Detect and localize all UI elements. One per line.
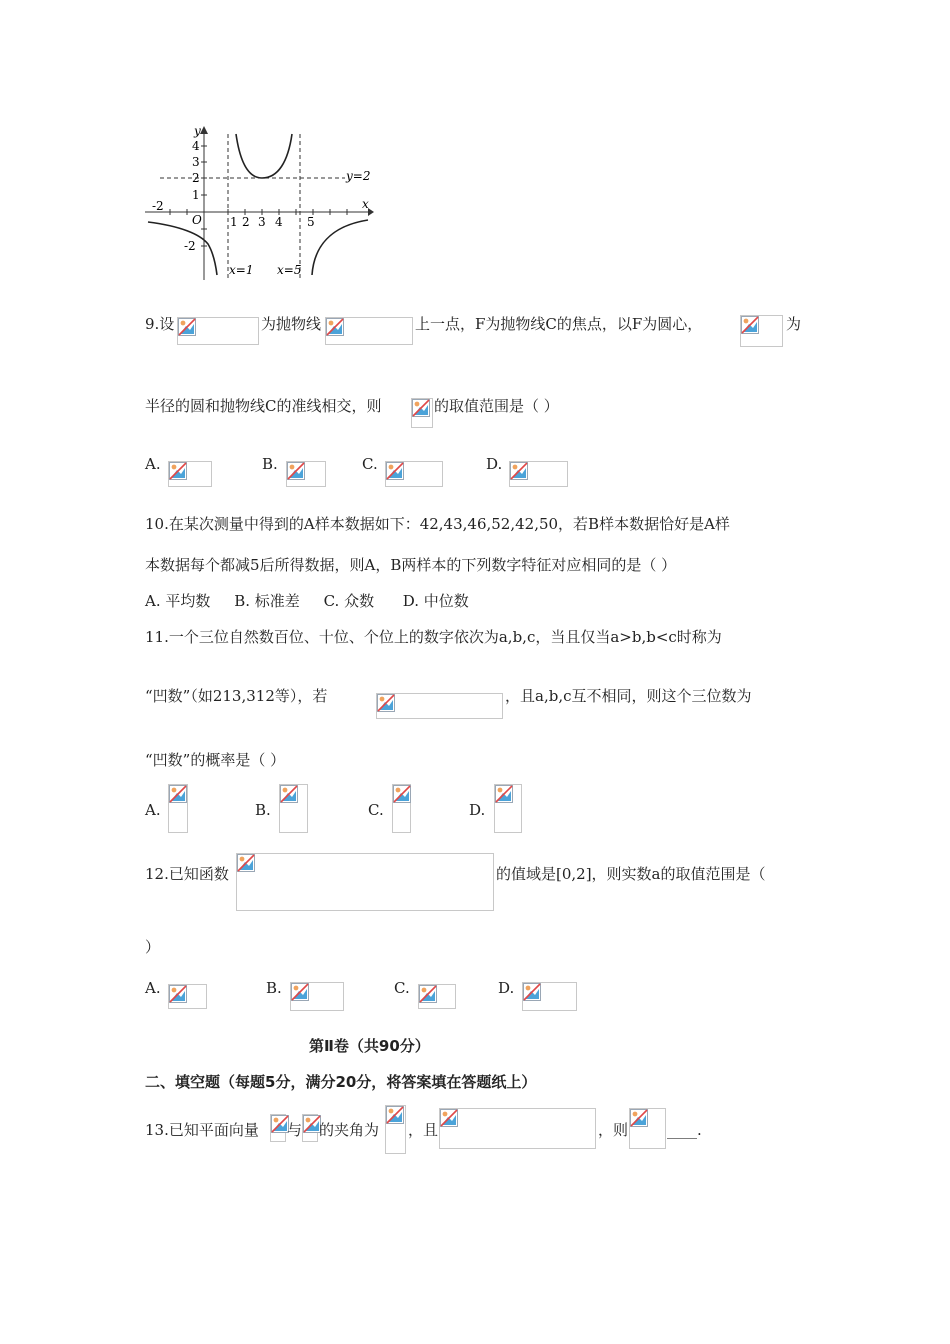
label-x-equals-1: x=1	[229, 263, 254, 277]
y-tick-1: 1	[192, 188, 200, 202]
broken-image-icon	[169, 462, 187, 480]
q9-option-c-image	[385, 461, 443, 487]
broken-image-icon	[419, 985, 437, 1003]
q9-text-2: 上一点，F为抛物线C的焦点，以F为圆心，	[415, 315, 703, 333]
y-tick-2: 2	[192, 171, 200, 185]
q9-option-c-label: C.	[362, 455, 378, 473]
broken-image-icon	[169, 785, 187, 803]
y-axis-arrow-icon	[200, 126, 208, 134]
origin-label: O	[192, 213, 202, 227]
x-tick-5: 5	[307, 215, 315, 229]
q9-image-parabola	[325, 317, 413, 345]
q13-image-condition	[439, 1108, 596, 1149]
q9-line2b: 的取值范围是（ ）	[434, 397, 559, 415]
q13-text-3: ，且	[408, 1121, 439, 1139]
broken-image-icon	[523, 983, 541, 1001]
q13-image-angle	[385, 1105, 406, 1154]
y-tick-4: 4	[192, 139, 200, 153]
q12-option-b-label: B.	[266, 979, 282, 997]
q11-option-d-label: D.	[469, 801, 486, 819]
q9-line1	[145, 314, 174, 334]
broken-image-icon	[495, 785, 513, 803]
q11-option-a-image	[168, 784, 188, 833]
broken-image-icon	[178, 318, 196, 336]
q11-option-a-label: A.	[145, 801, 161, 819]
q12-option-a-image	[168, 984, 207, 1009]
broken-image-icon	[440, 1109, 458, 1127]
q9-option-b-image	[286, 461, 326, 487]
broken-image-icon	[287, 462, 305, 480]
broken-image-icon	[393, 785, 411, 803]
q13-text-4: ，则	[598, 1121, 629, 1139]
function-graph-figure	[140, 122, 375, 284]
q10-options: A. 平均数 B. 标准差 C. 众数 D. 中位数	[145, 592, 469, 610]
x-tick-3: 3	[258, 215, 266, 229]
q11-line2b: ，且a,b,c互不相同，则这个三位数为	[505, 687, 752, 705]
q11-image-condition	[376, 693, 503, 719]
q9-image-radius	[740, 315, 783, 347]
q11-option-d-image	[494, 784, 522, 833]
x-tick-2: 2	[242, 215, 250, 229]
q13-image-vector-b	[302, 1114, 318, 1142]
y-tick-3: 3	[192, 155, 200, 169]
q13-text-2: 的夹角为	[319, 1121, 380, 1139]
q13-text-1: 与	[287, 1121, 303, 1139]
broken-image-icon	[510, 462, 528, 480]
broken-image-icon	[169, 985, 187, 1003]
q10-line1: 10.在某次测量中得到的A样本数据如下：42,43,46,52,42,50，若B样本数据恰好是A样	[145, 515, 730, 533]
q12-option-c-label: C.	[394, 979, 410, 997]
y-axis-label: y	[194, 124, 201, 138]
q13-answer-blank: ____.	[667, 1121, 702, 1139]
broken-image-icon	[386, 462, 404, 480]
q9-option-a-label: A.	[145, 455, 161, 473]
x-tick-4: 4	[275, 215, 283, 229]
x-tick-neg2: -2	[152, 199, 164, 213]
q12-suffix: 的值域是[0,2]，则实数a的取值范围是（	[496, 865, 766, 883]
q11-line3: “凹数”的概率是（ ）	[145, 751, 286, 769]
section2-title: 第Ⅱ卷（共90分）	[309, 1037, 430, 1055]
q13-prefix: 13.已知平面向量	[145, 1121, 259, 1139]
section2-heading: 二、填空题（每题5分，满分20分，将答案填在答题纸上）	[145, 1073, 537, 1091]
x-axis-label: x	[362, 197, 369, 211]
curve-middle	[236, 134, 292, 178]
broken-image-icon	[326, 318, 344, 336]
broken-image-icon	[280, 785, 298, 803]
q12-option-b-image	[290, 982, 344, 1011]
q12-line2: ）	[145, 938, 161, 956]
q9-prefix: 9.设	[145, 315, 175, 333]
q9-option-d-image	[509, 461, 568, 487]
q10-line2: 本数据每个都减5后所得数据，则A，B两样本的下列数字特征对应相同的是（ ）	[145, 556, 677, 574]
broken-image-icon	[291, 983, 309, 1001]
q12-option-c-image	[418, 984, 456, 1009]
q11-option-c-image	[392, 784, 411, 833]
q9-line2a: 半径的圆和抛物线C的准线相交，则	[145, 397, 382, 415]
q12-option-d-image	[522, 982, 577, 1011]
y-tick-neg2: -2	[184, 239, 196, 253]
broken-image-icon	[386, 1106, 404, 1124]
q9-text-1: 为抛物线	[261, 315, 322, 333]
broken-image-icon	[377, 694, 395, 712]
q12-image-function	[236, 853, 494, 911]
q12-option-a-label: A.	[145, 979, 161, 997]
q9-option-d-label: D.	[486, 455, 503, 473]
q11-line1: 11.一个三位自然数百位、十位、个位上的数字依次为a,b,c，当且仅当a>b,b<c时称为	[145, 628, 722, 646]
q11-option-b-image	[279, 784, 308, 833]
q9-image-point	[177, 317, 259, 345]
q13-image-result	[629, 1108, 666, 1149]
curve-left	[148, 222, 217, 275]
q11-option-c-label: C.	[368, 801, 384, 819]
q13-image-vector-a	[270, 1114, 286, 1142]
broken-image-icon	[630, 1109, 648, 1127]
label-y-equals-2: y=2	[346, 169, 371, 183]
broken-image-icon	[237, 854, 255, 872]
label-x-equals-5: x=5	[277, 263, 302, 277]
q12-option-d-label: D.	[498, 979, 515, 997]
q11-line2a: “凹数”（如213,312等），若	[145, 687, 328, 705]
q9-text-3: 为	[786, 315, 802, 333]
q9-option-a-image	[168, 461, 212, 487]
broken-image-icon	[741, 316, 759, 334]
x-axis-arrow-icon	[368, 208, 374, 216]
x-tick-1: 1	[230, 215, 238, 229]
q12-prefix: 12.已知函数	[145, 865, 229, 883]
curve-right	[312, 220, 368, 275]
q11-option-b-label: B.	[255, 801, 271, 819]
q9-option-b-label: B.	[262, 455, 278, 473]
q9-image-var	[411, 398, 433, 428]
broken-image-icon	[412, 399, 430, 417]
